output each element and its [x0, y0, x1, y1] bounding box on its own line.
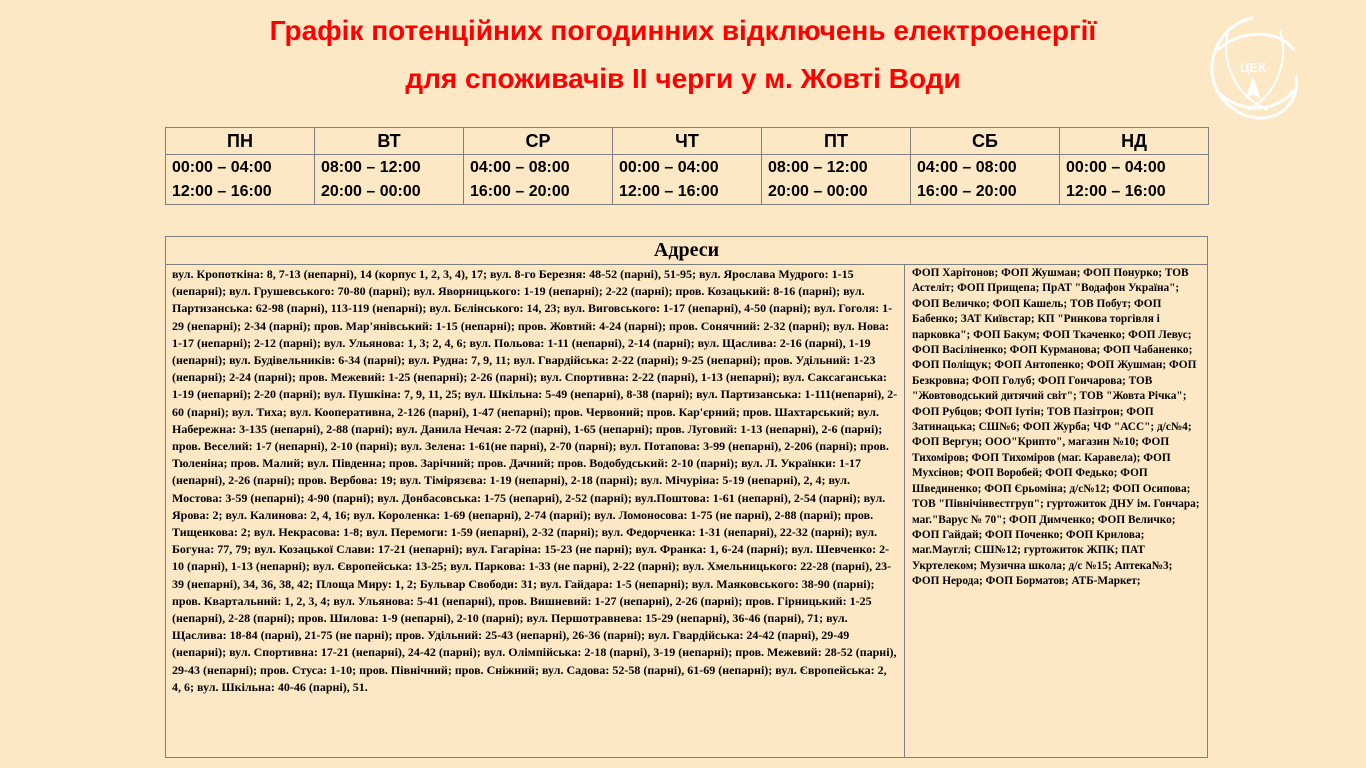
addresses-body — [166, 265, 1207, 757]
time-cell — [315, 155, 464, 205]
time-slot: 20:00 – 00:00 — [321, 182, 421, 200]
time-cell — [613, 155, 762, 205]
time-slot: 00:00 – 04:00 — [172, 158, 272, 176]
schedule-table — [165, 127, 1209, 205]
logo-text: ЦЕК — [1239, 60, 1267, 75]
day-header: ВТ — [315, 128, 464, 155]
time-slot: 08:00 – 12:00 — [768, 158, 868, 176]
title-line-1: Графік потенційних погодинних відключень електроенергії — [269, 15, 1097, 46]
day-header: СБ — [911, 128, 1060, 155]
time-slot: 12:00 – 16:00 — [172, 182, 272, 200]
cek-logo-icon — [1198, 10, 1308, 130]
time-slot: 00:00 – 04:00 — [619, 158, 719, 176]
time-slot: 04:00 – 08:00 — [917, 158, 1017, 176]
day-header: СР — [464, 128, 613, 155]
addresses-table — [165, 236, 1208, 758]
time-slot: 08:00 – 12:00 — [321, 158, 421, 176]
schedule-header-row — [166, 128, 1209, 155]
time-cell — [464, 155, 613, 205]
time-cell — [1060, 155, 1209, 205]
time-slot: 12:00 – 16:00 — [1066, 182, 1166, 200]
streets-list: вул. Кропоткіна: 8, 7-13 (непарні), 14 (корпус 1, 2, 3, 4), 17; вул. 8-го Березня: 48-52 (парні), 51-95; вул. Ярослава Мудрого: 1-15 (непарні); вул. Грушевського: 70-80 (парні); вул. Яворницького: 1-19 (непарні); 2-22 (парні); пров. Козацький: 8-16 (парні); вул. Партизанська: 62-98 (парні), 113-119 (непарні); вул. Бєлінського: 14, 23; вул. Виговського: 1-17 (непарні), 4-50 (парні); вул. Гоголя: 1-29 (непарні); 2-34 (парні); пров. Мар'янівський: 1-15 (непарні); пров. Жовтий: 4-24 (парні); пров. Сонячний: 2-32 (парні); вул. Нова: 1-17 (непарні); 2-12 (парні); вул. Ульянова: 1, 3; 2, 4, 6; вул. Польова: 1-11 (непарні), 2-14 (парні); вул. Щаслива: 2-16 (парні), 1-19 (непарні); вул. Будівельників: 6-34 (парні); вул. Рудна: 7, 9, 11; вул. Гвардійська: 2-22 (парні); 9-25 (непарні); пров. Удільний: 1-23 (непарні); 2-24 (парні); пров. Межевий: 1-25 (непарні); 2-26 (парні); вул. Спортивна: 2-22 (парні), 1-13 (непарні); вул. Саксаганська: 1-19 (непарні); 2-20 (парні); вул. Пушкіна: 7, 9, 11, 25; вул. Шкільна: 5-49 (непарні), 8-38 (парні); вул. Партизанська: 1-111(непарні), 2-60 (парні); вул. Тиха; вул. Кооперативна, 2-126 (парні), 1-47 (непарні); пров. Червоний; пров. Кар'єрний; пров. Шахтарський; вул. Набережна: 3-135 (непарні), 2-88 (парні); вул. Данила Нечая: 2-72 (парні), 1-65 (непарні); пров. Луговий: 1-13 (непарні), 2-6 (парні); пров. Веселий: 1-7 (непарні), 2-10 (парні); вул. Зелена: 1-61(не парні), 2-70 (парні); вул. Потапова: 3-99 (непарні), 2-206 (парні); пров. Тюленіна; пров. Малий; вул. Південна; пров. Зарічний; пров. Дачний; пров. Водобудський: 2-10 (парні); вул. Л. Українки: 1-17 (непарні), 2-26 (парні); пров. Вербова: 19; вул. Тімірязєва: 1-19 (непарні), 2-18 (парні); вул. Мічуріна: 5-19 (непарні), 2, 4; вул. Мостова: 3-59 (непарні); 4-90 (парні); вул. Донбасовська: 1-75 (непарні), 2-52 (парні); вул.Поштова: 1-61 (непарні), 2-54 (парні); вул. Ярова: 2; вул. Калинова: 2, 4, 16; вул. Короленка: 1-69 (непарні), 2-74 (парні); вул. Ломоносова: 1-75 (не парні), 2-88 (парні); пров. Тищенкова: 2; вул. Некрасова: 1-8; вул. Перемоги: 1-59 (непарні), 2-32 (парні); вул. Федорченка: 1-31 (непарні), 22-32 (парні); вул. Богуна: 77, 79; вул. Козацької Слави: 17-21 (непарні); вул. Гагаріна: 15-23 (не парні); вул. Франка: 1, 6-24 (парні); вул. Шевченко: 2-10 (парні), 1-13 (непарні); вул. Європейська: 13-25; вул. Паркова: 1-33 (не парні), 2-22 (парні); вул. Хмельницького: 22-28 (парні), 23-39 (непарні), 34, 36, 38, 42; Площа Миру: 1, 2; Бульвар Свободи: 31; вул. Гайдара: 1-5 (непарні); вул. Маяковського: 38-90 (парні); пров. Квартальний: 1, 2, 3, 4; вул. Ульянова: 5-41 (непарні), пров. Вишневий: 1-27 (непарні), 2-26 (парні); пров. Гірницький: 1-25 (непарні), 2-28 (парні); пров. Шилова: 1-9 (непарні), 2-10 (парні); вул. Першотравнева: 15-29 (непарні), 36-46 (парні), 71; вул. Щаслива: 18-84 (парні), 21-75 (не парні); пров. Удільний: 25-43 (непарні), 26-36 (парні); вул. Гвардійська: 24-42 (парні), 29-49 (непарні); вул. Спортивна: 17-21 (непарні), 24-42 (парні); вул. Олімпійська: 2-18 (парні), 3-19 (непарні); пров. Межевий: 28-52 (парні), 29-43 (непарні); пров. Стуса: 1-10; пров. Північний; пров. Сніжний; вул. Садова: 52-58 (парні), 61-69 (непарні); вул. Європейська: 2, 4, 6; вул. Шкільна: 40-46 (парні), 51. — [166, 265, 905, 757]
time-cell — [762, 155, 911, 205]
time-cell — [166, 155, 315, 205]
consumers-list: ФОП Харітонов; ФОП Жушман; ФОП Понурко; ТОВ Астеліт; ФОП Прищепа; ПрАТ "Водафон Україна"; ФОП Величко; ФОП Кашель; ТОВ Побут; ФОП Бабенко; ЗАТ Київстар; КП "Ринкова торгівля і парковка"; ФОП Бакум; ФОП Ткаченко; ФОП Левус; ФОП Васіліненко; ФОП Курманова; ФОП Чабаненко; ФОП Поліщук; ФОП Антопенко; ФОП Жушман; ФОП Безкровна; ФОП Голуб; ФОП Гончарова; ТОВ "Жовтоводський дитячий світ"; ТОВ "Жовта Річка"; ФОП Рубцов; ФОП Іутін; ТОВ Пазітрон; ФОП Затинацька; СШ№6; ФОП Журба; ЧФ "АСС"; д/с№4; ФОП Вергун; ООО"Крипто", магазин №10; ФОП Тихоміров; ФОП Тихоміров (маг. Каравела); ФОП Мухсінов; ФОП Воробей; ФОП Федько; ФОП Швединенко; ФОП Єрьоміна; д/с№12; ФОП Осипова; ТОВ "Північінвестгруп"; гуртожиток ДНУ ім. Гончара; маг."Варус № 70"; ФОП Димченко; ФОП Величко; ФОП Гайдай; ФОП Поченко; ФОП Крилова; маг.Мауглі; СШ№12; гуртожиток ЖПК; ПАТ Укртелеком; Музична школа; д/с №15; Аптека№3; ФОП Нерода; ФОП Борматов; АТБ-Маркет; — [912, 267, 1200, 588]
time-slot: 12:00 – 16:00 — [619, 182, 719, 200]
title-line-2: для споживачів ІІ черги у м. Жовті Води — [405, 63, 961, 94]
time-slot: 16:00 – 20:00 — [917, 182, 1017, 200]
day-header: НД — [1060, 128, 1209, 155]
day-header: ЧТ — [613, 128, 762, 155]
schedule-times-row — [166, 155, 1209, 205]
time-cell — [911, 155, 1060, 205]
addresses-heading: Адреси — [166, 237, 1207, 265]
time-slot: 16:00 – 20:00 — [470, 182, 570, 200]
day-header: ПТ — [762, 128, 911, 155]
time-slot: 00:00 – 04:00 — [1066, 158, 1166, 176]
time-slot: 20:00 – 00:00 — [768, 182, 868, 200]
time-slot: 04:00 – 08:00 — [470, 158, 570, 176]
day-header: ПН — [166, 128, 315, 155]
